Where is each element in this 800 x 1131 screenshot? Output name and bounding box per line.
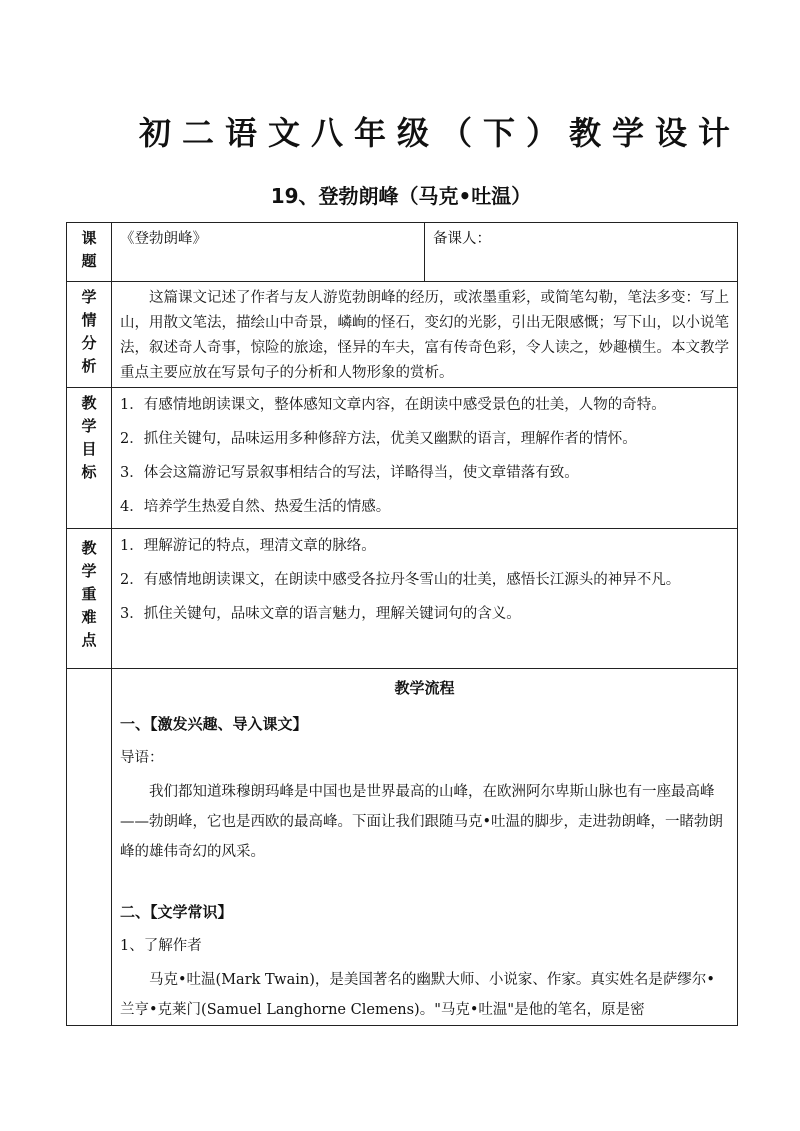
topic-label: 课 题	[67, 223, 112, 282]
author-text: 马克•吐温(Mark Twain)，是美国著名的幽默大师、小说家、作家。真实姓名是萨缪尔•兰亨•克莱门(Samuel Langhorne Clemens)。"马克•吐温"是他的笔名，原是密	[120, 972, 715, 1018]
goal-item: 2．抓住关键句，品味运用多种修辞方法，优美又幽默的语言，理解作者的情怀。	[120, 431, 637, 447]
key-points-row	[67, 529, 738, 669]
intro-label: 导语：	[120, 750, 164, 766]
goal-item: 1．有感情地朗读课文，整体感知文章内容，在朗读中感受景色的壮美，人物的奇特。	[120, 397, 666, 413]
key-points-cell	[112, 529, 738, 669]
section-heading: 一、【激发兴趣、导入课文】	[120, 715, 308, 733]
goals-cell	[112, 388, 738, 529]
intro-text: 我们都知道珠穆朗玛峰是中国也是世界最高的山峰，在欧洲阿尔卑斯山脉也有一座最高峰——勃朗峰，它也是西欧的最高峰。下面让我们跟随马克•吐温的脚步，走进勃朗峰，一睹勃朗峰的雄伟奇幻的风采。	[120, 784, 724, 860]
course-title-cell	[112, 223, 425, 282]
key-points-label: 教 学 重 难 点	[67, 529, 112, 669]
preparer-label: 备课人：	[433, 231, 491, 247]
lesson-plan-table	[66, 222, 738, 1026]
course-title: 《登勃朗峰》	[120, 231, 207, 247]
process-row	[67, 669, 738, 1026]
key-point-item: 1．理解游记的特点，理清文章的脉络。	[120, 538, 376, 554]
preparer-cell	[425, 223, 738, 282]
analysis-row	[67, 282, 738, 388]
goals-label: 教 学 目 标	[67, 388, 112, 529]
subsection-heading: 1、了解作者	[120, 938, 202, 954]
analysis-text: 这篇课文记述了作者与友人游览勃朗峰的经历，或浓墨重彩，或简笔勾勒，笔法多变：写上山，用散文笔法，描绘山中奇景，嶙峋的怪石，变幻的光影，引出无限感慨；写下山，以小说笔法，叙述奇人奇事，惊险的旅途，怪异的车夫，富有传奇色彩，令人读之，妙趣横生。本文教学重点主要应放在写景句子的分析和人物形象的赏析。	[120, 290, 729, 381]
key-point-item: 2．有感情地朗读课文，在朗读中感受各拉丹冬雪山的壮美，感悟长江源头的神异不凡。	[120, 572, 681, 588]
key-point-item: 3．抓住关键句，品味文章的语言魅力，理解关键词句的含义。	[120, 606, 521, 622]
analysis-label: 学 情 分 析	[67, 282, 112, 388]
process-label-empty	[67, 669, 112, 1026]
process-cell	[112, 669, 738, 1026]
section-heading: 二、【文学常识】	[120, 903, 233, 921]
goal-item: 3．体会这篇游记写景叙事相结合的写法，详略得当，使文章错落有致。	[120, 465, 579, 481]
goal-item: 4．培养学生热爱自然、热爱生活的情感。	[120, 499, 391, 515]
document-title: 初二语文八年级（下）教学设计	[138, 114, 741, 152]
process-heading: 教学流程	[394, 679, 455, 697]
goals-row	[67, 388, 738, 529]
lesson-subtitle: 19、登勃朗峰（马克•吐温）	[270, 184, 532, 208]
analysis-cell	[112, 282, 738, 388]
topic-row	[67, 223, 738, 282]
